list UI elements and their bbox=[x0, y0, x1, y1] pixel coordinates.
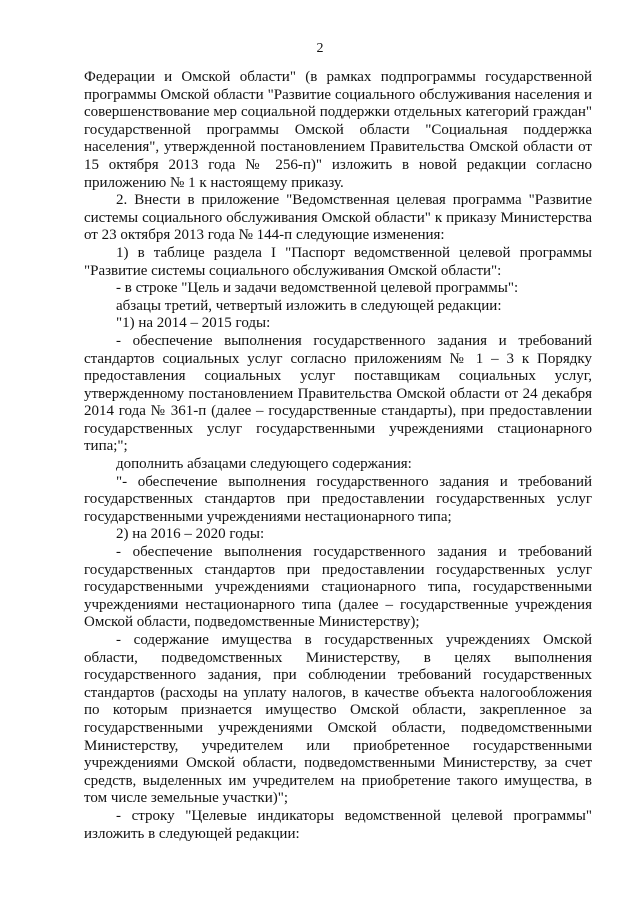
paragraph: - строку "Целевые индикаторы ведомственной целевой программы" изложить в следующей редакции: bbox=[84, 807, 592, 842]
paragraph: - в строке "Цель и задачи ведомственной целевой программы": bbox=[116, 280, 519, 297]
paragraph: абзацы третий, четвертый изложить в следующей редакции: bbox=[116, 297, 502, 314]
paragraph: 2) на 2016 – 2020 годы: bbox=[116, 526, 265, 543]
document-body bbox=[84, 69, 592, 843]
paragraph: "1) на 2014 – 2015 годы: bbox=[116, 315, 271, 332]
page-number: 2 bbox=[316, 41, 324, 56]
paragraph: - обеспечение выполнения государственного задания и требований государственных стандартов при предоставлении государственных услуг государственными учреждениями стационарного типа, государственными учреждениями нестационарного типа (далее – государственные учреждения Омской области, подведомственные Министерству); bbox=[84, 544, 592, 631]
paragraph: "- обеспечение выполнения государственного задания и требований государственных стандартов при предоставлении государственных услуг государственными учреждениями нестационарного типа; bbox=[84, 473, 592, 525]
paragraph: Федерации и Омской области" (в рамках подпрограммы государственной программы Омской области "Развитие социального обслуживания населения и совершенствование мер социальной поддержки отдельных категорий граждан" государственной программы Омской области "Социальная поддержка населения", утвержденной постановлением Правительства Омской области от 15 октября 2013 года № 256-п)" изложить в новой редакции согласно приложению № 1 к настоящему приказу. bbox=[84, 69, 592, 191]
paragraph: дополнить абзацами следующего содержания: bbox=[116, 456, 412, 473]
paragraph: 1) в таблице раздела I "Паспорт ведомственной целевой программы "Развитие системы социального обслуживания Омской области": bbox=[84, 244, 592, 279]
paragraph: - содержание имущества в государственных учреждениях Омской области, подведомственных Министерству, в целях выполнения государственного задания, при соблюдении требований государственных стандартов (расходы на уплату налогов, в качестве объекта налогообложения по которым признается имущество Омской области, закрепленное за государственными учреждениями Омской области, подведомственными Министерству, учредителем или приобретенное государственными учреждениями Омской области, подведомственными Министерству, за счет средств, выделенных им учредителем на приобретение такого имущества, в том числе земельные участки)"; bbox=[84, 632, 592, 807]
paragraph: - обеспечение выполнения государственного задания и требований стандартов социальных услуг согласно приложениям № 1 – 3 к Порядку предоставления социальных услуг поставщикам социальных услуг, утвержденному постановлением Правительства Омской области от 24 декабря 2014 года № 361-п (далее – государственные стандарты), при предоставлении государственных услуг государственными учреждениями стационарного типа;"; bbox=[84, 332, 592, 455]
paragraph: 2. Внести в приложение "Ведомственная целевая программа "Развитие системы социального обслуживания Омской области" к приказу Министерства от 23 октября 2013 года № 144-п следующие изменения: bbox=[84, 192, 592, 244]
